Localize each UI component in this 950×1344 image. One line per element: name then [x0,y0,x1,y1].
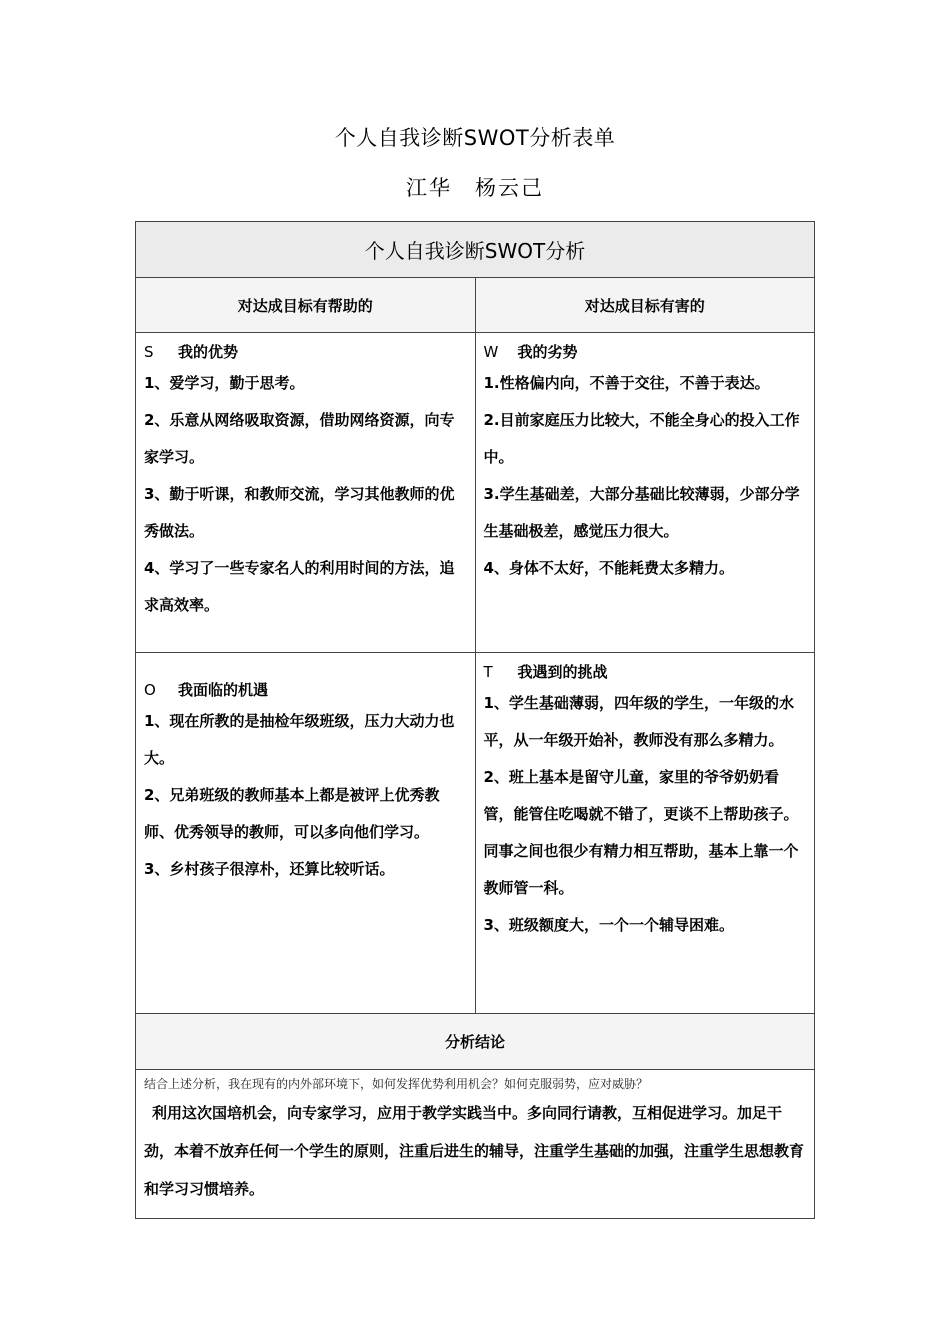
conclusion-cell [136,1070,815,1219]
document-authors: 江华 杨云己 [406,176,544,200]
strength-item: 4、学习了一些专家名人的利用时间的方法，追求高效率。 [144,559,455,614]
weaknesses-cell [475,333,815,653]
opportunity-item: 2、兄弟班级的教师基本上都是被评上优秀教师、优秀领导的教师，可以多向他们学习。 [144,786,440,841]
threat-item: 1、学生基础薄弱，四年级的学生，一年级的水平，从一年级开始补，教师没有那么多精力。 [483,694,794,749]
threat-item: 2、班上基本是留守儿童，家里的爷爷奶奶看管，能管住吃喝就不错了，更谈不上帮助孩子。同事之间也很少有精力相互帮助，基本上靠一个教师管一科。 [483,768,799,897]
strengths-heading [144,339,467,365]
threats-letter: T [483,663,493,681]
opportunities-letter: O [144,681,156,699]
weaknesses-letter: W [483,343,499,361]
opportunities-cell [136,653,476,1014]
threats-heading [484,659,807,685]
threats-title: 我遇到的挑战 [517,663,608,681]
swot-table [135,221,815,1219]
threat-item: 3、班级额度大，一个一个辅导困难。 [483,916,734,934]
weakness-item: 3.学生基础差，大部分基础比较薄弱，少部分学生基础极差，感觉压力很大。 [483,485,800,540]
strength-item: 3、勤于听课，和教师交流，学习其他教师的优秀做法。 [144,485,455,540]
opportunity-item: 1、现在所教的是抽检年级班级，压力大动力也大。 [144,712,455,767]
weaknesses-heading [484,339,807,365]
column-harmful-header: 对达成目标有害的 [475,278,815,333]
opportunities-heading [144,677,467,703]
conclusion-text: 利用这次国培机会，向专家学习，应用于教学实践当中。多向同行请教，互相促进学习。加足干劲，本着不放弃任何一个学生的原则，注重后进生的辅导，注重学生基础的加强，注重学生思想教育和学习习惯培养。 [144,1104,805,1198]
conclusion-prompt: 结合上述分析，我在现有的内外部环境下，如何发挥优势利用机会？如何克服弱势，应对威胁？ [144,1077,649,1091]
document-title: 个人自我诊断SWOT分析表单 [334,126,616,150]
strengths-cell [136,333,476,653]
strengths-title: 我的优势 [178,343,239,361]
opportunity-item: 3、乡村孩子很淳朴，还算比较听话。 [144,860,395,878]
conclusion-header: 分析结论 [136,1014,815,1070]
strength-item: 1、爱学习，勤于思考。 [144,374,305,392]
weakness-item: 2.目前家庭压力比较大，不能全身心的投入工作中。 [483,411,800,466]
threats-cell [475,653,815,1014]
strength-item: 2、乐意从网络吸取资源，借助网络资源，向专家学习。 [144,411,455,466]
column-helpful-header: 对达成目标有帮助的 [136,278,476,333]
weaknesses-title: 我的劣势 [517,343,578,361]
opportunities-title: 我面临的机遇 [178,681,269,699]
strengths-letter: S [144,343,154,361]
table-header: 个人自我诊断SWOT分析 [136,222,815,278]
weakness-item: 1.性格偏内向，不善于交往，不善于表达。 [483,374,770,392]
weakness-item: 4、身体不太好，不能耗费太多精力。 [483,559,734,577]
